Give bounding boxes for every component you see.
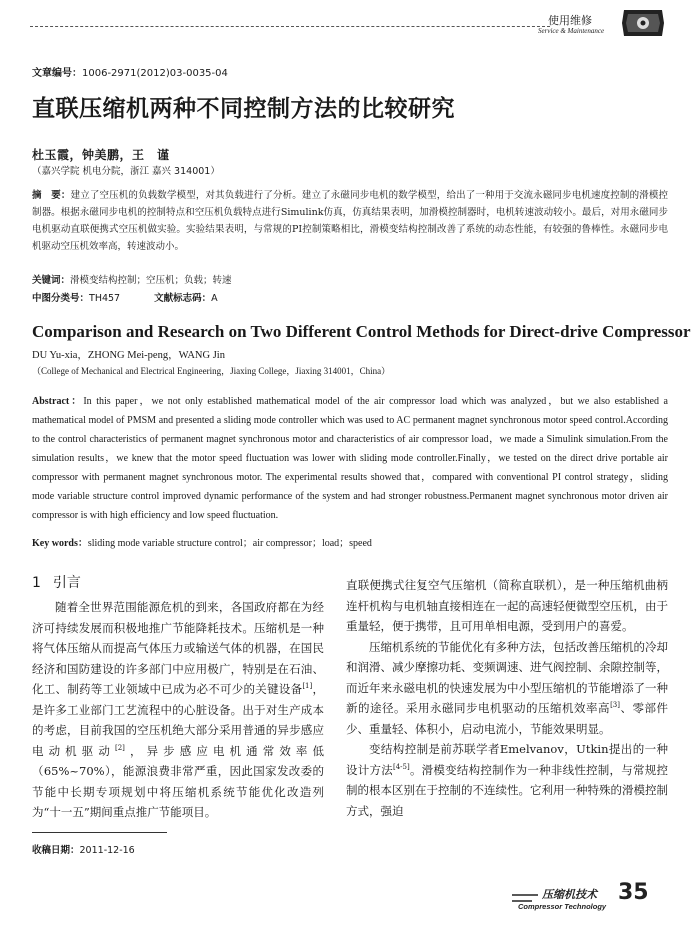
paragraph	[346, 637, 668, 740]
paragraph: 直联便携式往复空气压缩机（简称直联机），是一种压缩机曲柄连杆机构与电机轴直接相连在一起的高速轻便微型空压机，由于重量轻，便于携带，且可用单相电源，受到用户的喜爱。	[346, 578, 668, 633]
received-date	[32, 842, 135, 856]
paragraph-text: 随着全世界范围能源危机的到来，各国政府都在为经济可持续发展而积极地推广节能降耗技术。压缩机是一种将气体压缩从而提高气体压力或输送气体的机器，在国民经济和国防建设的许多部门中应用极广，特别是在石油、化工、制药等工业领域中已成为必不可少的关键设备	[32, 600, 324, 696]
section-title: 引言	[52, 575, 81, 591]
received-value: 2011-12-16	[79, 845, 135, 856]
citation[interactable]: [4-5]	[392, 762, 410, 771]
left-column	[32, 597, 324, 823]
authors-cn: 杜玉霞，钟美鹏，王 谨	[32, 148, 170, 162]
paragraph-text: ，异步感应电机通常效率低（65%~70%），能源浪费非常严重，因此国家发改委的节能中长期专项规划中将压缩机系统节能优化改造列为“十一五”期间重点推广节能项目。	[32, 743, 325, 819]
doc-code-value: A	[211, 293, 218, 304]
abstract-cn-text: 建立了空压机的负载数学模型，对其负载进行了分析。建立了永磁同步电机的数学模型，给出了一种用于交流永磁同步电机速度控制的滑模控制器。根据永磁同步电机的控制特点和空压机负载特点进行Simulink仿真，仿真结果表明，加滑模控制器时，电机转速波动较小。最后，对用永磁同步电机驱动直联便携式空压机做实验。实验结果表明，与常规的PI控制策略相比，滑模变结构控制改善了系统的动态性能，有较强的鲁棒性。永磁同步电机驱动空压机效率高，转速波动小。	[32, 190, 668, 252]
classification-row	[32, 290, 218, 304]
paragraph-text: 压缩机系统的节能优化有多种方法，包括改善压缩机的冷却和润滑、减少摩擦功耗、变频调速、进气阀控制、余隙控制等，而近年来永磁电机的快速发展为中小型压缩机的节能增添了一种新的途径。采用永磁同步电机驱动的压缩机效率高	[346, 639, 668, 715]
paragraph	[32, 597, 324, 823]
keywords-cn	[32, 272, 232, 286]
clc-value: TH457	[89, 293, 121, 304]
article-number-label: 文章编号：	[32, 68, 82, 79]
page-number: 35	[618, 880, 649, 905]
keywords-en-label: Key words：	[32, 538, 88, 549]
title-en: Comparison and Research on Two Different Control Methods for Direct-drive Compressor	[32, 322, 691, 341]
paragraph-text: ，是许多工业部门工艺流程中的心脏设备。出于对生产成本的考虑，目前我国的空压机绝大部分采用普通的异步感应电动机驱动	[32, 682, 325, 758]
authors-en: DU Yu-xia，ZHONG Mei-peng，WANG Jin	[32, 350, 225, 361]
paragraph-text: 、零部件少、重量轻、体积小，启动电流小，节能效果明显。	[346, 701, 669, 736]
paragraph-text: 变结构控制是前苏联学者Emelvanov，Utkin提出的一种设计方法	[346, 742, 668, 777]
journal-logo-text: 压缩机技术	[542, 888, 597, 901]
clc-label: 中图分类号：	[32, 293, 90, 304]
citation[interactable]: [1]	[302, 682, 313, 691]
section-number: 1	[32, 575, 41, 591]
abstract-cn	[32, 187, 668, 255]
abstract-cn-label: 摘 要：	[32, 190, 71, 201]
abstract-en-label: Abstract：	[32, 396, 84, 407]
abstract-en	[32, 392, 668, 525]
footnote-rule	[32, 832, 167, 833]
paragraph-text: 。滑模变结构控制作为一种非线性控制，与常规控制的根本区别在于控制的不连续性。它利用一种特殊的滑模控制方式，强迫	[346, 762, 669, 818]
right-column	[346, 575, 668, 821]
section-heading	[32, 572, 81, 592]
citation[interactable]: [3]	[610, 701, 620, 710]
journal-logo	[512, 886, 612, 912]
affiliation-en: （College of Mechanical and Electrical Engineering，Jiaxing College，Jiaxing 314001，China）	[32, 366, 391, 376]
keywords-cn-label: 关键词：	[32, 275, 71, 286]
article-number	[32, 64, 228, 79]
affiliation-cn: （嘉兴学院 机电分院，浙江 嘉兴 314001）	[32, 166, 220, 177]
journal-badge-icon	[620, 8, 666, 38]
abstract-en-text: In this paper，we not only established mathematical model of the air compressor load which was analyzed，but we also established a mathematical model of PMSM and presented a sliding mode controller which was used to AC permanent magnet synchronous motor speed control.According to the control characteristics of permanent magnet synchronous motor and characteristics of air compressor load，we made a Simulink simulation.From the simulation results，we knew that the motor speed fluctuation was lower with sliding mode controller.Finally，we tested on the direct drive portable air compressor with permanent magnet synchronous motor. The experimental results showed that，compared with conventional PI control strategy，sliding mode variable structure control improved dynamic performance of the system and had stronger robustness.Permanent magnet synchronous motor driven air compressor is with high efficiency and low speed fluctuation.	[32, 396, 668, 521]
doc-code-label: 文献标志码：	[154, 293, 212, 304]
page-title: 直联压缩机两种不同控制方法的比较研究	[32, 95, 455, 122]
header-rule	[30, 26, 550, 27]
article-number-value: 1006-2971(2012)03-0035-04	[82, 68, 228, 79]
keywords-en	[32, 534, 372, 549]
journal-logo-en: Compressor Technology	[518, 902, 607, 911]
paragraph	[346, 739, 668, 821]
received-label: 收稿日期：	[32, 845, 80, 856]
section-tag: 使用维修	[548, 14, 592, 27]
keywords-en-text: sliding mode variable structure control；air compressor；load；speed	[87, 538, 372, 549]
citation[interactable]: [2]	[114, 743, 125, 752]
section-tag-en: Service & Maintenance	[538, 27, 605, 35]
keywords-cn-text: 滑模变结构控制；空压机；负载；转速	[70, 275, 232, 286]
